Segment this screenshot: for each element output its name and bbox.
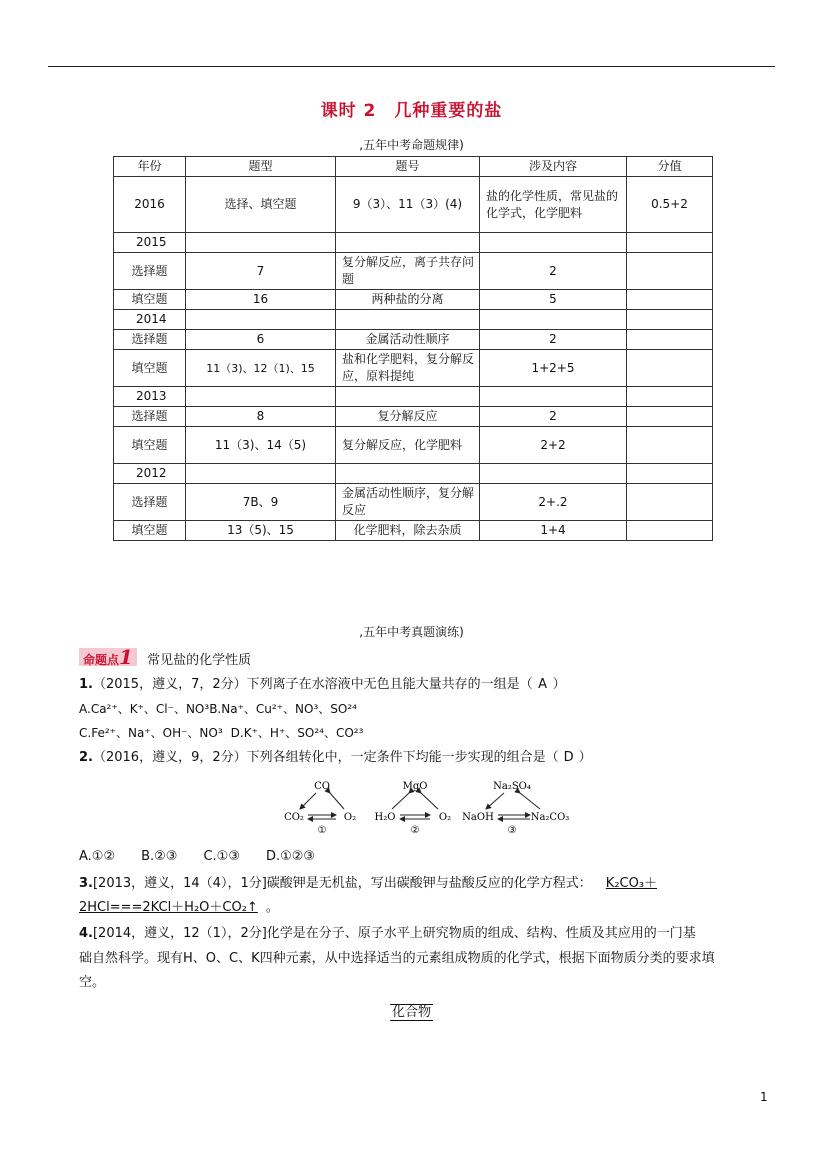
table-cell: 金属活动性顺序 — [336, 330, 480, 350]
node-right: O₂ — [438, 812, 452, 823]
table-row — [114, 407, 713, 427]
option-c: C.Fe²⁺、Na⁺、OH⁻、NO³ — [79, 726, 223, 740]
table-row — [114, 521, 713, 541]
node-top: Na₂SO₄ — [493, 781, 531, 792]
table-cell: 2012 — [114, 464, 186, 484]
question-stem: [2013，遵义，14（4），1分]碳酸钾是无机盐，写出碳酸钾与盐酸反应的化学方程式： — [92, 876, 592, 891]
group-number: ① — [317, 825, 327, 836]
question-1-options-ab — [79, 700, 779, 719]
table-row — [114, 310, 713, 330]
group-number: ② — [410, 825, 420, 836]
question-1 — [79, 675, 779, 694]
table-cell: 5 — [480, 290, 627, 310]
exam-rules-table — [113, 156, 713, 541]
table-row — [114, 290, 713, 310]
table-cell: 8 — [186, 407, 336, 427]
conversion-diagram — [280, 775, 580, 837]
node-top: CO — [314, 781, 330, 792]
compound-label-wrap — [0, 1001, 823, 1020]
table-cell: 13（5)、15 — [186, 521, 336, 541]
table-cell: 选择题 — [114, 407, 186, 427]
table-cell: 2 — [480, 407, 627, 427]
table-cell: 两种盐的分离 — [336, 290, 480, 310]
node-right: O₂ — [343, 812, 357, 823]
node-left: CO₂ — [284, 812, 304, 823]
table-cell: 1+4 — [480, 521, 627, 541]
table-cell: 填空题 — [114, 290, 186, 310]
question-4-line-3: 空。 — [79, 975, 106, 990]
table-cell: 选择、填空题 — [186, 177, 336, 233]
question-text: [2014，遵义，12（1），2分]化学是在分子、原子水平上研究物质的组成、结构、性质及其应用的一门基 — [92, 926, 696, 941]
table-cell: 7B、9 — [186, 484, 336, 521]
table-cell: 0.5+2 — [627, 177, 713, 233]
section-subtitle-rules: ,五年中考命题规律) — [359, 138, 464, 152]
table-cell: 2014 — [114, 310, 186, 330]
question-number: 3. — [79, 876, 93, 891]
compound-label: 化合物 — [391, 1005, 431, 1020]
table-cell: 复分解反应，化学肥料 — [336, 427, 480, 464]
table-cell: 2016 — [114, 177, 186, 233]
question-3 — [79, 874, 779, 893]
page-title: 课时 2 几种重要的盐 — [320, 101, 503, 121]
table-cell: 盐和化学肥料，复分解反应，原料提纯 — [336, 350, 480, 387]
option-b: B.Na⁺、Cu²⁺、NO³、SO²⁴ — [209, 702, 357, 716]
group-number: ③ — [507, 825, 517, 836]
answer-end: 。 — [265, 900, 279, 915]
answer-choice: D — [563, 750, 574, 765]
node-left: NaOH — [462, 812, 494, 823]
table-cell: 11（3)、12（1)、15 — [186, 350, 336, 387]
table-cell: 1+2+5 — [480, 350, 627, 387]
table-row — [114, 387, 713, 407]
question-number: 1. — [79, 677, 93, 692]
table-cell: 16 — [186, 290, 336, 310]
table-cell: 2 — [480, 253, 627, 290]
table-row — [114, 253, 713, 290]
question-3-answer — [79, 898, 779, 917]
option-d: D.K⁺、H⁺、SO²⁴、CO²³ — [230, 726, 364, 740]
topic-tag-number: 1 — [119, 645, 133, 669]
topic-title: 常见盐的化学性质 — [147, 653, 252, 668]
table-cell: 2+2 — [480, 427, 627, 464]
table-row — [114, 484, 713, 521]
table-cell: 11（3)、14（5) — [186, 427, 336, 464]
node-left: H₂O — [374, 812, 396, 823]
table-cell: 填空题 — [114, 350, 186, 387]
topic-tag-label: 命题点 — [83, 653, 120, 667]
table-cell: 金属活动性顺序，复分解反应 — [336, 484, 480, 521]
table-cell: 2+.2 — [480, 484, 627, 521]
question-4-line-2: 础自然科学。现有H、O、C、K四种元素，从中选择适当的元素组成物质的化学式，根据下面物质分类的要求填 — [79, 951, 715, 966]
triangle-group-3 — [462, 781, 569, 836]
table-header-cell: 年份 — [114, 157, 186, 177]
table-row — [114, 177, 713, 233]
table-header-cell: 题型 — [186, 157, 336, 177]
question-stem: （2016，遵义，9，2分）下列各组转化中，一定条件下均能一步实现的组合是（ — [92, 750, 559, 765]
header-rule — [48, 66, 775, 67]
question-2-options: A.①② B.②③ C.①③ D.①②③ — [79, 849, 316, 864]
table-cell: 复分解反应，离子共存问题 — [336, 253, 480, 290]
question-close: ） — [552, 677, 566, 692]
table-row — [114, 233, 713, 253]
topic-heading — [79, 645, 779, 670]
table-cell: 6 — [186, 330, 336, 350]
triangle-group-2 — [375, 781, 452, 836]
question-2 — [79, 748, 779, 767]
table-cell: 选择题 — [114, 253, 186, 290]
option-a: A.Ca²⁺、K⁺、Cl⁻、NO³ — [79, 702, 210, 716]
table-header-cell: 分值 — [627, 157, 713, 177]
answer-choice: A — [538, 677, 548, 692]
table-row — [114, 350, 713, 387]
question-number: 2. — [79, 750, 93, 765]
answer-line-1: K₂CO₃＋ — [605, 876, 658, 891]
table-header-cell: 题号 — [336, 157, 480, 177]
table-cell: 选择题 — [114, 484, 186, 521]
table-cell: 2015 — [114, 233, 186, 253]
table-cell: 填空题 — [114, 427, 186, 464]
table-header-cell: 涉及内容 — [480, 157, 627, 177]
table-cell: 填空题 — [114, 521, 186, 541]
question-number: 4. — [79, 926, 93, 941]
topic-tag — [79, 645, 137, 669]
table-row — [114, 427, 713, 464]
table-cell: 盐的化学性质，常见盐的化学式，化学肥料 — [480, 177, 627, 233]
question-stem: （2015，遵义，7，2分）下列离子在水溶液中无色且能大量共存的一组是（ — [92, 677, 533, 692]
node-right: Na₂CO₃ — [530, 812, 570, 823]
table-cell: 7 — [186, 253, 336, 290]
table-row — [114, 330, 713, 350]
table-cell: 2013 — [114, 387, 186, 407]
question-4-line-1 — [79, 924, 779, 943]
table-cell: 化学肥料，除去杂质 — [336, 521, 480, 541]
table-cell: 9（3）、11（3）(4) — [336, 177, 480, 233]
section-subtitle-practice: ,五年中考真题演练) — [359, 625, 464, 639]
question-1-options-cd — [79, 724, 779, 743]
table-cell: 复分解反应 — [336, 407, 480, 427]
question-close: ） — [578, 750, 592, 765]
table-row — [114, 464, 713, 484]
page-number: 1 — [760, 1090, 768, 1104]
triangle-group-1 — [284, 781, 356, 836]
node-top: MgO — [402, 781, 428, 792]
table-cell: 选择题 — [114, 330, 186, 350]
table-header-row — [114, 157, 713, 177]
table-cell: 2 — [480, 330, 627, 350]
answer-line-2: 2HCl===2KCl＋H₂O＋CO₂↑ — [79, 900, 258, 915]
